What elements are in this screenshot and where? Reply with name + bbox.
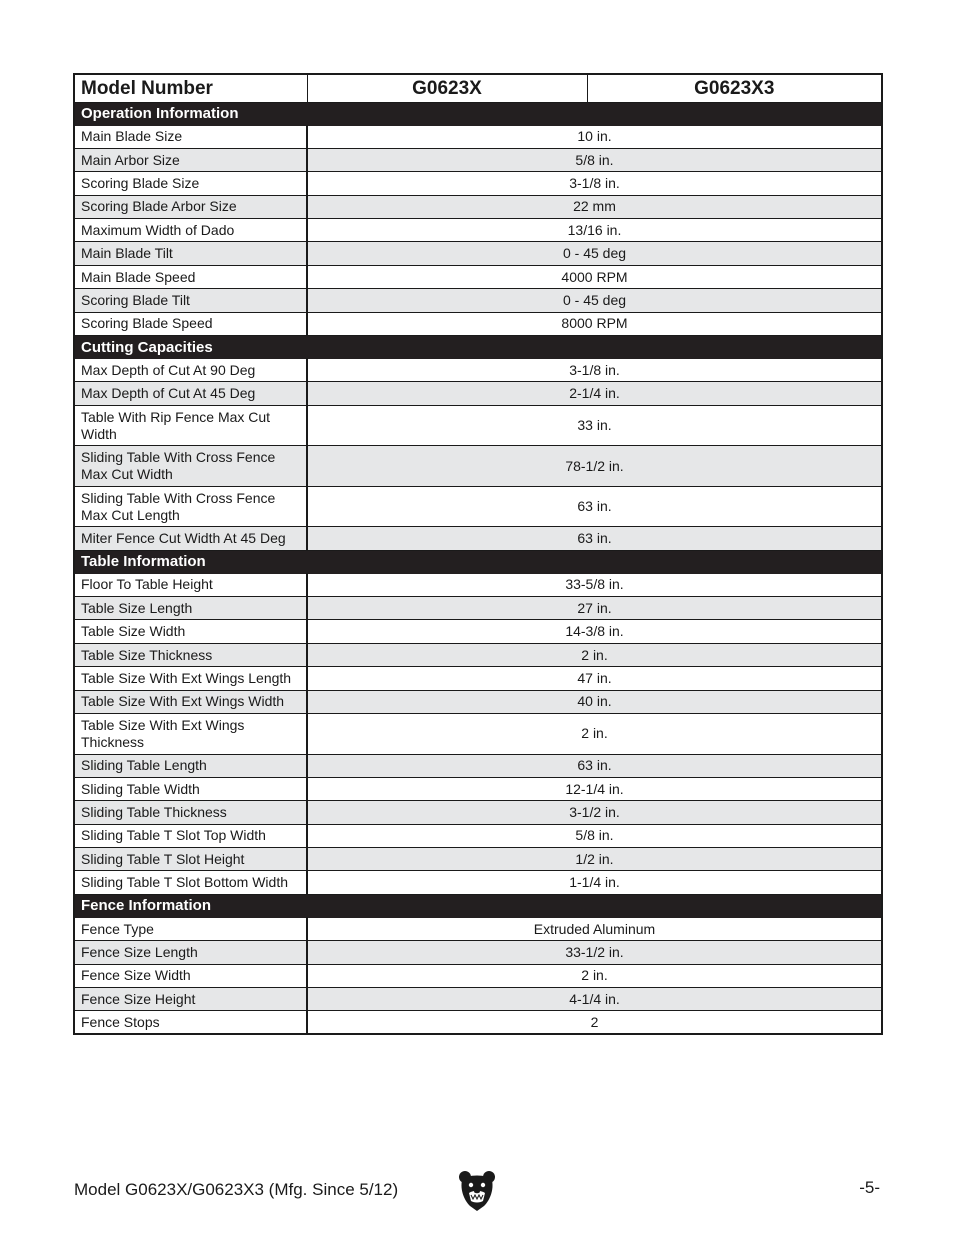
table-row bbox=[74, 643, 882, 666]
table-row bbox=[74, 801, 882, 824]
spec-value: 1/2 in. bbox=[307, 848, 882, 871]
table-row bbox=[74, 667, 882, 690]
spec-value: 33 in. bbox=[307, 405, 882, 446]
spec-label: Sliding Table T Slot Bottom Width bbox=[74, 871, 307, 894]
spec-label: Max Depth of Cut At 45 Deg bbox=[74, 382, 307, 405]
section-title: Cutting Capacities bbox=[74, 336, 307, 359]
table-row bbox=[74, 597, 882, 620]
section-header-row bbox=[74, 894, 882, 917]
spec-value: 8000 RPM bbox=[307, 312, 882, 335]
table-row bbox=[74, 620, 882, 643]
spec-label: Table Size Width bbox=[74, 620, 307, 643]
table-row bbox=[74, 172, 882, 195]
table-row bbox=[74, 382, 882, 405]
spec-value: 2 in. bbox=[307, 964, 882, 987]
spec-label: Fence Size Width bbox=[74, 964, 307, 987]
section-title: Table Information bbox=[74, 550, 307, 573]
table-row bbox=[74, 848, 882, 871]
spec-label: Scoring Blade Speed bbox=[74, 312, 307, 335]
table-row bbox=[74, 219, 882, 242]
spec-label: Scoring Blade Tilt bbox=[74, 289, 307, 312]
spec-value: 27 in. bbox=[307, 597, 882, 620]
header-model-b: G0623X3 bbox=[587, 74, 882, 102]
spec-value: 63 in. bbox=[307, 486, 882, 527]
spec-value: 3-1/8 in. bbox=[307, 172, 882, 195]
spec-label: Fence Stops bbox=[74, 1011, 307, 1034]
spec-label: Table Size With Ext Wings Length bbox=[74, 667, 307, 690]
spec-value: 3-1/2 in. bbox=[307, 801, 882, 824]
spec-value: 4-1/4 in. bbox=[307, 988, 882, 1011]
table-row bbox=[74, 988, 882, 1011]
grizzly-bear-icon bbox=[456, 1168, 498, 1212]
spec-label: Sliding Table Length bbox=[74, 754, 307, 777]
table-row bbox=[74, 242, 882, 265]
spec-value: 14-3/8 in. bbox=[307, 620, 882, 643]
spec-label: Main Arbor Size bbox=[74, 148, 307, 171]
spec-label: Main Blade Size bbox=[74, 125, 307, 148]
table-row bbox=[74, 871, 882, 894]
section-header-row bbox=[74, 336, 882, 359]
table-row bbox=[74, 690, 882, 713]
spec-value: 1-1/4 in. bbox=[307, 871, 882, 894]
table-row bbox=[74, 405, 882, 446]
spec-label: Fence Type bbox=[74, 917, 307, 940]
spec-label: Sliding Table T Slot Top Width bbox=[74, 824, 307, 847]
table-row bbox=[74, 941, 882, 964]
spec-value: 2 in. bbox=[307, 643, 882, 666]
spec-value: 0 - 45 deg bbox=[307, 289, 882, 312]
spec-body bbox=[74, 102, 882, 1034]
spec-label: Table Size Thickness bbox=[74, 643, 307, 666]
table-row bbox=[74, 754, 882, 777]
spec-label: Main Blade Speed bbox=[74, 265, 307, 288]
spec-label: Scoring Blade Size bbox=[74, 172, 307, 195]
table-row bbox=[74, 359, 882, 382]
spec-label: Table With Rip Fence Max Cut Width bbox=[74, 405, 307, 446]
spec-value: 10 in. bbox=[307, 125, 882, 148]
spec-value: 2 bbox=[307, 1011, 882, 1034]
spec-value: 78-1/2 in. bbox=[307, 446, 882, 487]
section-header-row bbox=[74, 550, 882, 573]
table-row bbox=[74, 824, 882, 847]
spec-value: 40 in. bbox=[307, 690, 882, 713]
spec-label: Table Size With Ext Wings Thickness bbox=[74, 714, 307, 755]
spec-value: 63 in. bbox=[307, 527, 882, 550]
section-header-row bbox=[74, 102, 882, 125]
table-row bbox=[74, 527, 882, 550]
table-row bbox=[74, 917, 882, 940]
section-title: Operation Information bbox=[74, 102, 307, 125]
footer-model-text: Model G0623X/G0623X3 (Mfg. Since 5/12) bbox=[74, 1180, 399, 1199]
spec-value: 3-1/8 in. bbox=[307, 359, 882, 382]
spec-value: 4000 RPM bbox=[307, 265, 882, 288]
page-number: -5- bbox=[859, 1178, 880, 1197]
spec-label: Max Depth of Cut At 90 Deg bbox=[74, 359, 307, 382]
section-header-fill bbox=[307, 550, 882, 573]
spec-label: Scoring Blade Arbor Size bbox=[74, 195, 307, 218]
table-row bbox=[74, 289, 882, 312]
table-header-row bbox=[74, 74, 882, 102]
spec-label: Table Size Length bbox=[74, 597, 307, 620]
spec-value: 33-5/8 in. bbox=[307, 573, 882, 596]
spec-value: 2 in. bbox=[307, 714, 882, 755]
table-row bbox=[74, 195, 882, 218]
spec-value: 0 - 45 deg bbox=[307, 242, 882, 265]
spec-table bbox=[73, 73, 883, 1035]
spec-value: 13/16 in. bbox=[307, 219, 882, 242]
table-row bbox=[74, 125, 882, 148]
spec-label: Floor To Table Height bbox=[74, 573, 307, 596]
table-row bbox=[74, 777, 882, 800]
spec-value: 2-1/4 in. bbox=[307, 382, 882, 405]
section-header-fill bbox=[307, 894, 882, 917]
spec-label: Sliding Table Width bbox=[74, 777, 307, 800]
spec-value: 12-1/4 in. bbox=[307, 777, 882, 800]
spec-value: 33-1/2 in. bbox=[307, 941, 882, 964]
table-row bbox=[74, 714, 882, 755]
header-label: Model Number bbox=[74, 74, 307, 102]
spec-label: Sliding Table With Cross Fence Max Cut Width bbox=[74, 446, 307, 487]
section-header-fill bbox=[307, 102, 882, 125]
spec-value: 63 in. bbox=[307, 754, 882, 777]
spec-label: Table Size With Ext Wings Width bbox=[74, 690, 307, 713]
table-row bbox=[74, 964, 882, 987]
table-row bbox=[74, 148, 882, 171]
spec-label: Miter Fence Cut Width At 45 Deg bbox=[74, 527, 307, 550]
spec-value: 22 mm bbox=[307, 195, 882, 218]
spec-label: Sliding Table With Cross Fence Max Cut Length bbox=[74, 486, 307, 527]
spec-label: Sliding Table T Slot Height bbox=[74, 848, 307, 871]
section-header-fill bbox=[307, 336, 882, 359]
spec-value: 5/8 in. bbox=[307, 148, 882, 171]
spec-label: Main Blade Tilt bbox=[74, 242, 307, 265]
table-row bbox=[74, 1011, 882, 1034]
table-row bbox=[74, 486, 882, 527]
spec-label: Fence Size Length bbox=[74, 941, 307, 964]
spec-value: 5/8 in. bbox=[307, 824, 882, 847]
spec-value: Extruded Aluminum bbox=[307, 917, 882, 940]
table-row bbox=[74, 446, 882, 487]
table-row bbox=[74, 573, 882, 596]
spec-value: 47 in. bbox=[307, 667, 882, 690]
section-title: Fence Information bbox=[74, 894, 307, 917]
table-row bbox=[74, 265, 882, 288]
spec-label: Maximum Width of Dado bbox=[74, 219, 307, 242]
table-row bbox=[74, 312, 882, 335]
header-model-a: G0623X bbox=[307, 74, 587, 102]
spec-label: Fence Size Height bbox=[74, 988, 307, 1011]
spec-label: Sliding Table Thickness bbox=[74, 801, 307, 824]
